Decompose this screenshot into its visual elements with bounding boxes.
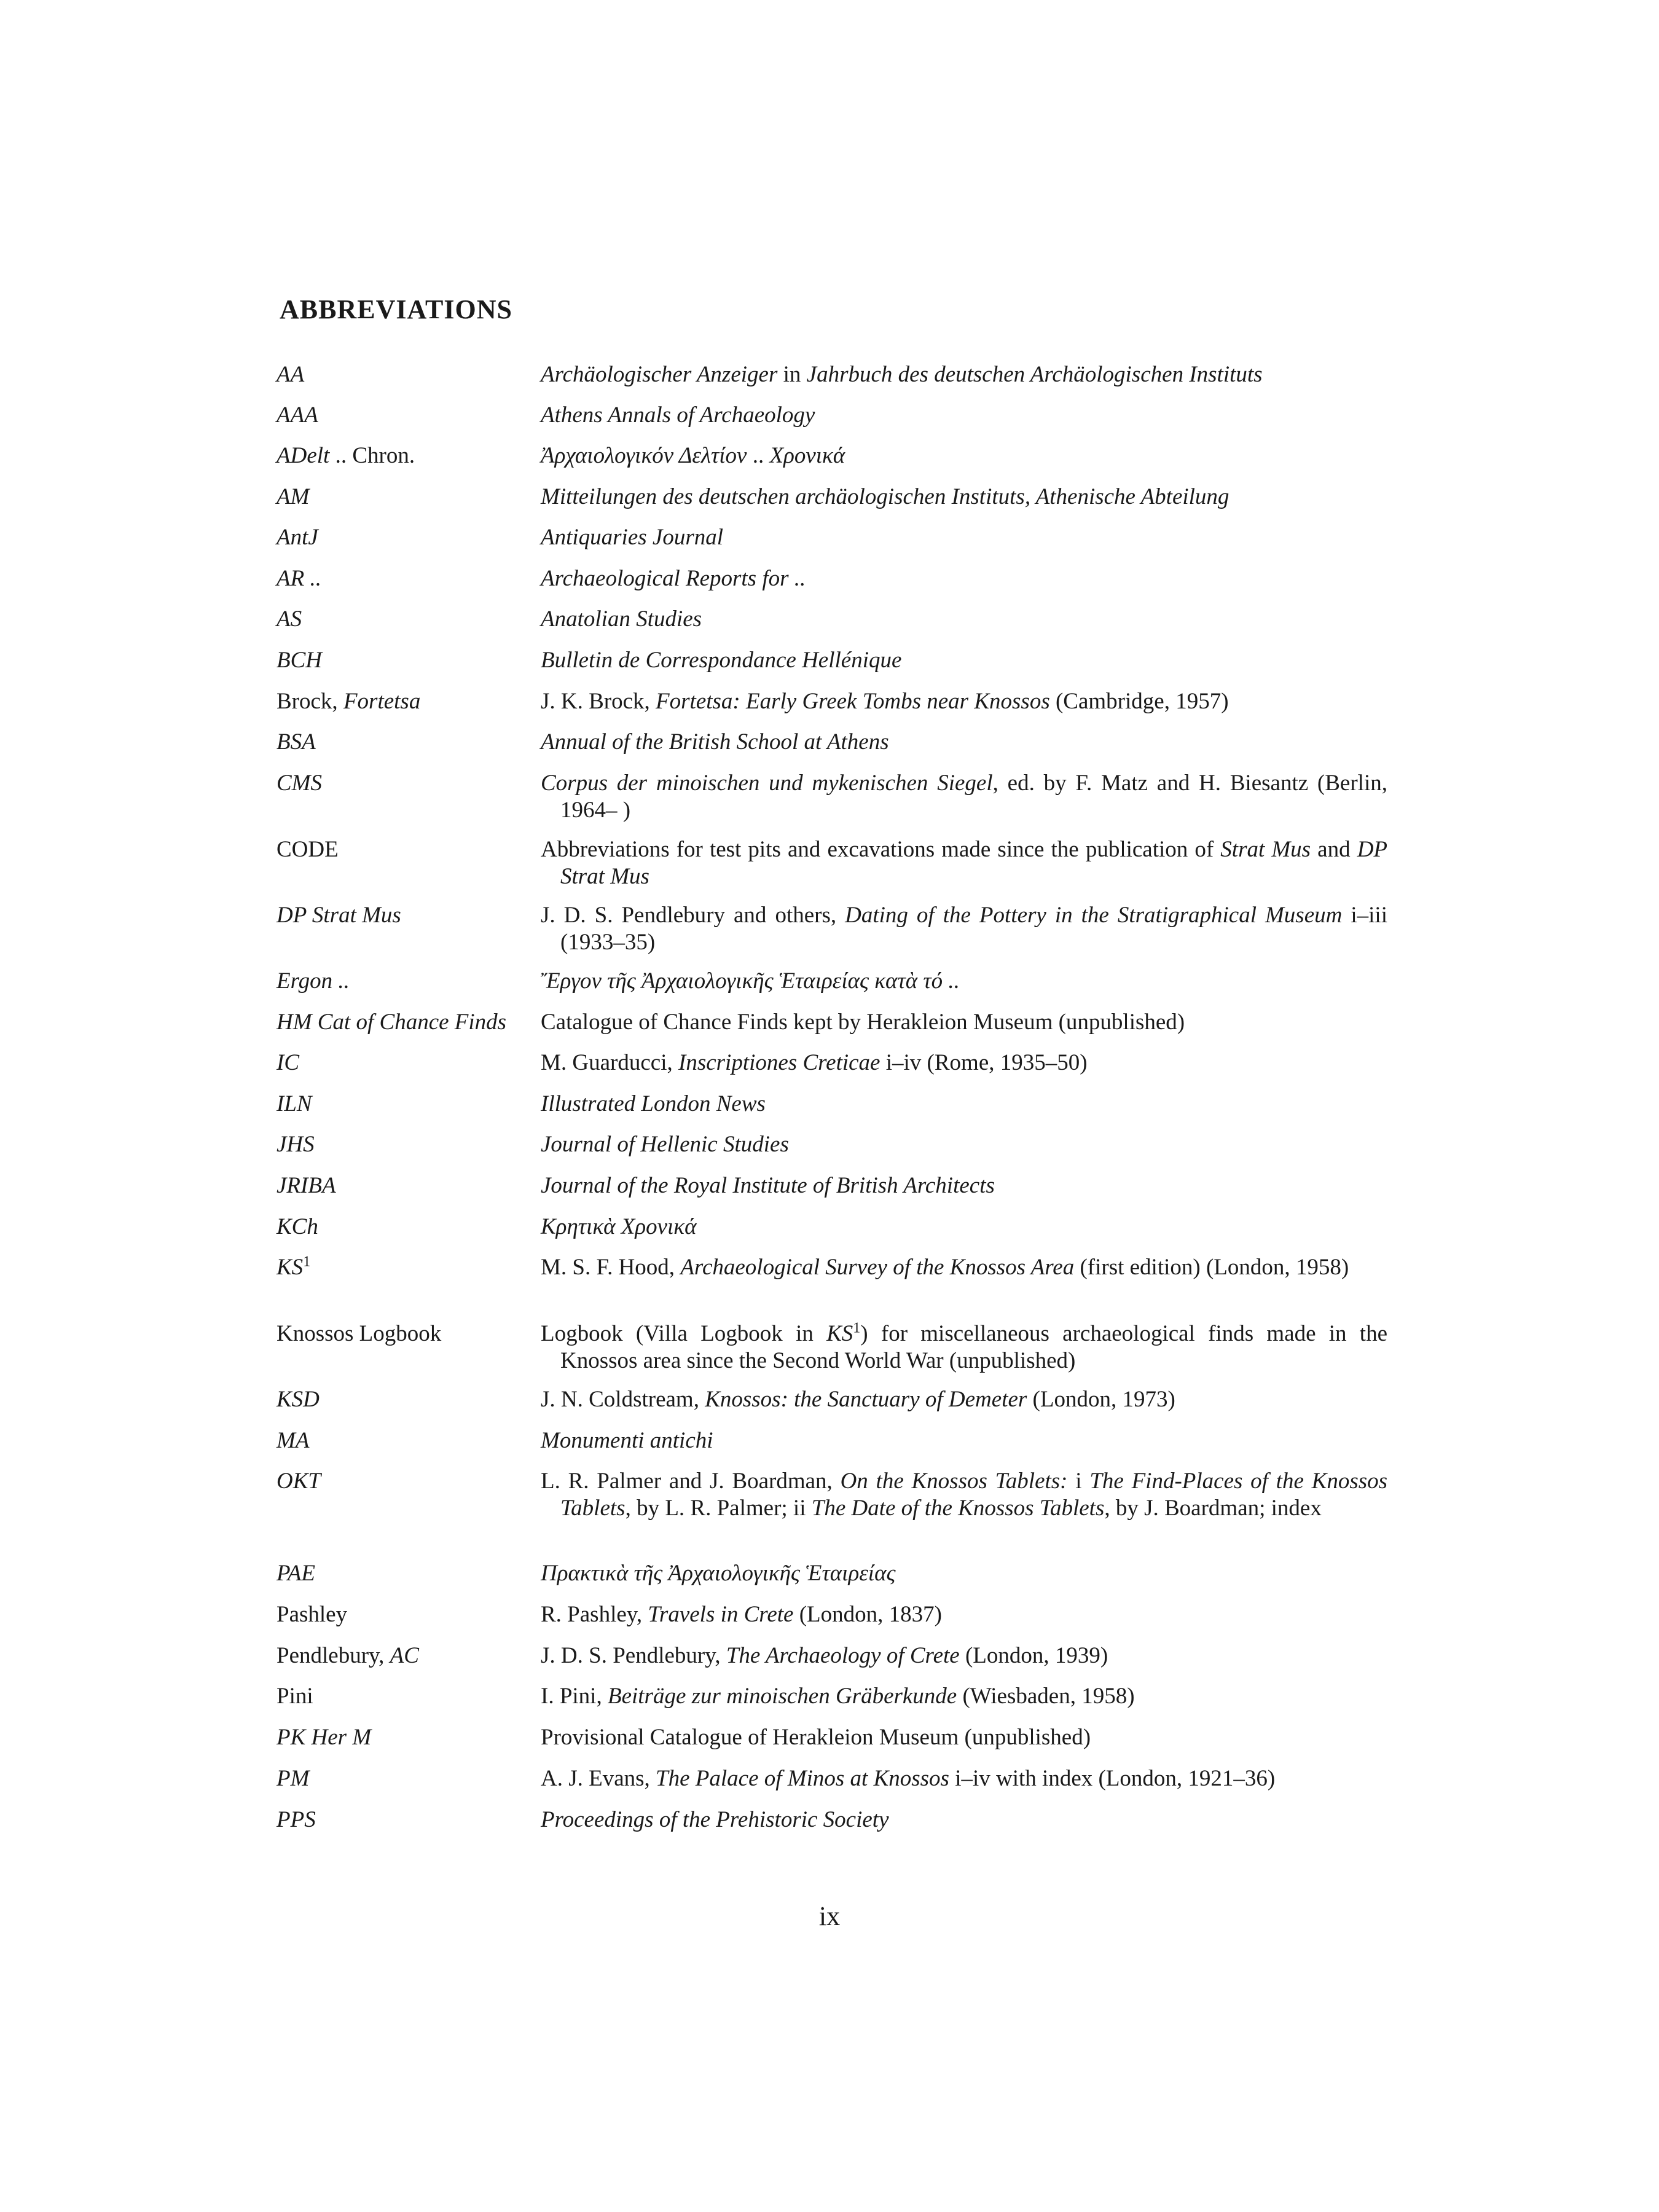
abbreviation-term-segment: ADelt: [276, 443, 330, 468]
abbreviation-expansion: [541, 524, 1387, 551]
page-number: ix: [818, 1901, 841, 1931]
abbreviation-expansion-segment: (Wiesbaden, 1958): [957, 1684, 1135, 1709]
abbreviation-term: [276, 1427, 535, 1454]
abbreviation-term-segment: .. Chron.: [329, 443, 415, 468]
abbreviation-term: [276, 402, 535, 429]
abbreviation-term-segment: JRIBA: [276, 1173, 336, 1198]
abbreviation-expansion-segment: Jahrbuch des deutschen Archäologischen Instituts: [806, 362, 1263, 387]
abbreviation-term: [276, 1172, 535, 1199]
abbreviation-term-segment: Pini: [276, 1684, 313, 1709]
abbreviation-expansion-segment: 1: [853, 1320, 861, 1336]
abbreviation-expansion-segment: Archaeological Survey of the Knossos Area: [680, 1255, 1075, 1280]
abbreviation-expansion-segment: Inscriptiones Creticae: [678, 1050, 880, 1075]
abbreviation-expansion-segment: Dating of the Pottery in the Stratigraphical Museum: [845, 903, 1343, 928]
page-title: ABBREVIATIONS: [280, 294, 512, 324]
abbreviation-term-segment: 1: [303, 1253, 311, 1270]
abbreviation-term: [276, 1724, 535, 1751]
abbreviation-term-segment: DP Strat Mus: [276, 903, 401, 928]
abbreviation-term: [276, 1049, 535, 1077]
abbreviation-expansion-segment: (London, 1973): [1027, 1387, 1175, 1412]
abbreviation-term-segment: Fortetsa: [343, 689, 421, 714]
abbreviation-term: [276, 1642, 535, 1669]
abbreviation-expansion: [541, 1683, 1387, 1710]
abbreviation-expansion: [541, 1560, 1387, 1587]
abbreviation-expansion-segment: Travels in Crete: [648, 1602, 794, 1627]
abbreviation-term-segment: Pendlebury,: [276, 1643, 390, 1668]
abbreviation-term: [276, 1683, 535, 1710]
abbreviation-term: [276, 1386, 535, 1413]
abbreviation-expansion: [541, 1254, 1387, 1281]
abbreviation-term: [276, 484, 535, 511]
abbreviation-expansion: [541, 1642, 1387, 1669]
abbreviation-term-segment: PPS: [276, 1807, 316, 1832]
abbreviation-expansion: [541, 1468, 1387, 1522]
abbreviation-term-segment: AntJ: [276, 525, 318, 550]
abbreviation-expansion: [541, 902, 1387, 956]
abbreviation-expansion: [541, 1009, 1387, 1036]
abbreviation-expansion-segment: A. J. Evans,: [541, 1766, 656, 1791]
abbreviation-term-segment: PAE: [276, 1561, 316, 1586]
abbreviation-term-segment: JHS: [276, 1132, 315, 1157]
abbreviation-expansion-segment: I. Pini,: [541, 1684, 608, 1709]
abbreviation-term-segment: AM: [276, 484, 310, 509]
abbreviation-expansion-segment: in: [777, 362, 807, 387]
abbreviation-expansion: [541, 402, 1387, 429]
abbreviation-expansion-segment: Anatolian Studies: [541, 606, 702, 632]
abbreviation-expansion: [541, 1765, 1387, 1792]
abbreviation-expansion-segment: Χρονικά: [769, 443, 845, 468]
abbreviation-expansion-segment: Πρακτικὰ τῆς Ἀρχαιολογικῆς Ἑταιρείας: [541, 1561, 896, 1586]
abbreviation-expansion: [541, 1806, 1387, 1834]
abbreviation-expansion-segment: The Palace of Minos at Knossos: [656, 1766, 949, 1791]
abbreviation-expansion: [541, 770, 1387, 824]
abbreviation-expansion-segment: Antiquaries Journal: [541, 525, 724, 550]
abbreviation-expansion-segment: DP Strat Mus: [560, 837, 1388, 889]
abbreviation-term: [276, 968, 535, 995]
abbreviation-expansion-segment: Ἀρχαιολογικόν Δελτίον: [541, 443, 747, 468]
abbreviation-expansion-segment: i–iii (1933–35): [560, 903, 1387, 955]
abbreviation-term-segment: PM: [276, 1766, 310, 1791]
abbreviation-expansion-segment: Annual of the British School at Athens: [541, 729, 889, 755]
abbreviation-expansion: [541, 1049, 1387, 1077]
abbreviation-term-segment: KCh: [276, 1214, 318, 1239]
abbreviation-expansion-segment: J. D. S. Pendlebury and others,: [541, 903, 845, 928]
abbreviation-expansion-segment: Catalogue of Chance Finds kept by Herakleion Museum (unpublished): [541, 1010, 1185, 1035]
abbreviation-expansion-segment: Corpus der minoischen und mykenischen Siegel: [541, 771, 993, 796]
abbreviation-term-segment: BCH: [276, 648, 322, 673]
abbreviation-term: [276, 688, 535, 715]
abbreviation-term-segment: HM Cat of Chance Finds: [276, 1010, 507, 1035]
abbreviation-expansion-segment: Journal of the Royal Institute of British Architects: [541, 1173, 995, 1198]
abbreviation-expansion-segment: Monumenti antichi: [541, 1428, 713, 1453]
abbreviation-term-segment: AC: [390, 1643, 419, 1668]
abbreviation-term-segment: AS: [276, 606, 302, 632]
abbreviation-term-segment: MA: [276, 1428, 310, 1453]
abbreviation-term-segment: Brock,: [276, 689, 343, 714]
abbreviation-expansion-segment: Journal of Hellenic Studies: [541, 1132, 789, 1157]
abbreviation-term-segment: Knossos Logbook: [276, 1321, 442, 1346]
abbreviation-expansion-segment: i–iv with index (London, 1921–36): [949, 1766, 1276, 1791]
abbreviation-expansion: [541, 836, 1387, 890]
abbreviation-term-segment: AA: [276, 362, 305, 387]
abbreviation-expansion: [541, 1724, 1387, 1751]
abbreviation-expansion-segment: The Archaeology of Crete: [726, 1643, 960, 1668]
abbreviation-term-segment: AR ..: [276, 566, 321, 591]
abbreviation-expansion: [541, 729, 1387, 756]
abbreviation-term: [276, 1806, 535, 1834]
abbreviation-term: [276, 836, 535, 863]
abbreviation-term-segment: BSA: [276, 729, 316, 755]
abbreviation-expansion-segment: ..: [747, 443, 770, 468]
abbreviation-term: [276, 1765, 535, 1792]
abbreviation-expansion-segment: (London, 1837): [793, 1602, 942, 1627]
abbreviation-expansion-segment: Logbook (Villa Logbook in: [541, 1321, 827, 1346]
abbreviation-term: [276, 1214, 535, 1241]
abbreviation-expansion: [541, 1172, 1387, 1199]
abbreviation-term: [276, 1320, 535, 1347]
abbreviation-expansion: [541, 1427, 1387, 1454]
abbreviation-expansion-segment: (Cambridge, 1957): [1049, 689, 1229, 714]
abbreviation-expansion: [541, 1214, 1387, 1241]
abbreviation-expansion: [541, 565, 1387, 592]
abbreviation-expansion-segment: L. R. Palmer and J. Boardman,: [541, 1469, 841, 1494]
abbreviation-expansion-segment: J. K. Brock,: [541, 689, 656, 714]
abbreviation-expansion: [541, 968, 1387, 995]
abbreviation-term: [276, 647, 535, 674]
abbreviation-term: [276, 524, 535, 551]
abbreviation-expansion-segment: The Date of the Knossos Tablets: [811, 1496, 1105, 1521]
abbreviation-expansion-segment: and: [1311, 837, 1357, 862]
abbreviation-expansion-segment: The Find-Places of the Knossos Tablets: [560, 1469, 1388, 1521]
abbreviation-expansion: [541, 1386, 1387, 1413]
abbreviation-term-segment: Ergon ..: [276, 968, 350, 994]
abbreviation-expansion-segment: R. Pashley,: [541, 1602, 648, 1627]
abbreviation-expansion-segment: On the Knossos Tablets:: [840, 1469, 1068, 1494]
abbreviation-expansion-segment: Proceedings of the Prehistoric Society: [541, 1807, 889, 1832]
abbreviation-expansion: [541, 606, 1387, 633]
abbreviation-expansion-segment: , by J. Boardman; index: [1104, 1496, 1322, 1521]
abbreviation-expansion-segment: Fortetsa: Early Greek Tombs near Knossos: [656, 689, 1050, 714]
abbreviation-expansion-segment: Bulletin de Correspondance Hellénique: [541, 648, 902, 673]
abbreviation-term-segment: OKT: [276, 1469, 321, 1494]
abbreviation-term-segment: KSD: [276, 1387, 320, 1412]
abbreviation-term: [276, 1601, 535, 1628]
abbreviation-expansion: [541, 1601, 1387, 1628]
abbreviation-term: [276, 361, 535, 388]
abbreviation-term: [276, 606, 535, 633]
abbreviation-term-segment: IC: [276, 1050, 299, 1075]
abbreviation-expansion-segment: Athens Annals of Archaeology: [541, 402, 815, 428]
abbreviation-term: [276, 1091, 535, 1118]
abbreviation-expansion: [541, 1131, 1387, 1158]
abbreviation-term: [276, 1131, 535, 1158]
abbreviation-term: [276, 1560, 535, 1587]
abbreviation-expansion-segment: , ed. by F. Matz and H. Biesantz (Berlin, 1964– ): [560, 771, 1387, 823]
abbreviation-expansion: [541, 361, 1387, 388]
abbreviation-expansion-segment: Abbreviations for test pits and excavations made since the publication of: [541, 837, 1221, 862]
abbreviation-term: [276, 729, 535, 756]
abbreviation-expansion-segment: M. S. F. Hood,: [541, 1255, 681, 1280]
abbreviation-expansion: [541, 484, 1387, 511]
abbreviation-expansion-segment: Strat Mus: [1220, 837, 1311, 862]
abbreviation-term-segment: CODE: [276, 837, 339, 862]
abbreviation-expansion: [541, 647, 1387, 674]
abbreviation-expansion-segment: J. D. S. Pendlebury,: [541, 1643, 726, 1668]
abbreviation-expansion: [541, 1091, 1387, 1118]
abbreviation-expansion: [541, 442, 1387, 469]
abbreviation-expansion: [541, 1320, 1387, 1375]
abbreviation-term-segment: Pashley: [276, 1602, 348, 1627]
abbreviation-expansion-segment: J. N. Coldstream,: [541, 1387, 705, 1412]
abbreviation-term: [276, 565, 535, 592]
abbreviation-term-segment: ILN: [276, 1091, 312, 1116]
abbreviation-term-segment: PK Her M: [276, 1725, 372, 1750]
abbreviation-term: [276, 442, 535, 469]
abbreviation-expansion-segment: , by L. R. Palmer; ii: [625, 1496, 812, 1521]
abbreviation-expansion-segment: Mitteilungen des deutschen archäologischen Instituts, Athenische Abteilung: [541, 484, 1230, 509]
abbreviation-term-segment: KS: [276, 1255, 304, 1280]
abbreviation-expansion-segment: Archäologischer Anzeiger: [541, 362, 778, 387]
abbreviation-expansion-segment: (first edition) (London, 1958): [1074, 1255, 1349, 1280]
abbreviation-term: [276, 770, 535, 797]
abbreviation-term: [276, 1254, 535, 1281]
abbreviation-expansion-segment: i: [1067, 1469, 1090, 1494]
abbreviation-expansion-segment: Ἔργον τῆς Ἀρχαιολογικῆς Ἑταιρείας κατὰ τό ..: [541, 968, 960, 994]
abbreviation-expansion-segment: (London, 1939): [959, 1643, 1108, 1668]
abbreviation-term-segment: AAA: [276, 402, 318, 428]
abbreviation-expansion-segment: Illustrated London News: [541, 1091, 766, 1116]
abbreviation-expansion-segment: i–iv (Rome, 1935–50): [880, 1050, 1088, 1075]
abbreviation-term: [276, 1468, 535, 1495]
abbreviation-term-segment: CMS: [276, 771, 322, 796]
abbreviation-expansion-segment: ) for miscellaneous archaeological finds made in the Knossos area since the Second World War (unpublished): [560, 1321, 1387, 1373]
abbreviation-expansion-segment: Provisional Catalogue of Herakleion Museum (unpublished): [541, 1725, 1091, 1750]
abbreviation-term: [276, 1009, 535, 1036]
abbreviation-term: [276, 902, 535, 929]
abbreviation-expansion-segment: M. Guarducci,: [541, 1050, 678, 1075]
abbreviation-expansion-segment: Knossos: the Sanctuary of Demeter: [705, 1387, 1027, 1412]
abbreviation-expansion-segment: KS: [826, 1321, 853, 1346]
abbreviation-expansion-segment: Archaeological Reports for ..: [541, 566, 806, 591]
abbreviation-expansion: [541, 688, 1387, 715]
abbreviation-expansion-segment: Beiträge zur minoischen Gräberkunde: [607, 1684, 957, 1709]
abbreviation-expansion-segment: Κρητικὰ Χρονικά: [541, 1214, 697, 1239]
